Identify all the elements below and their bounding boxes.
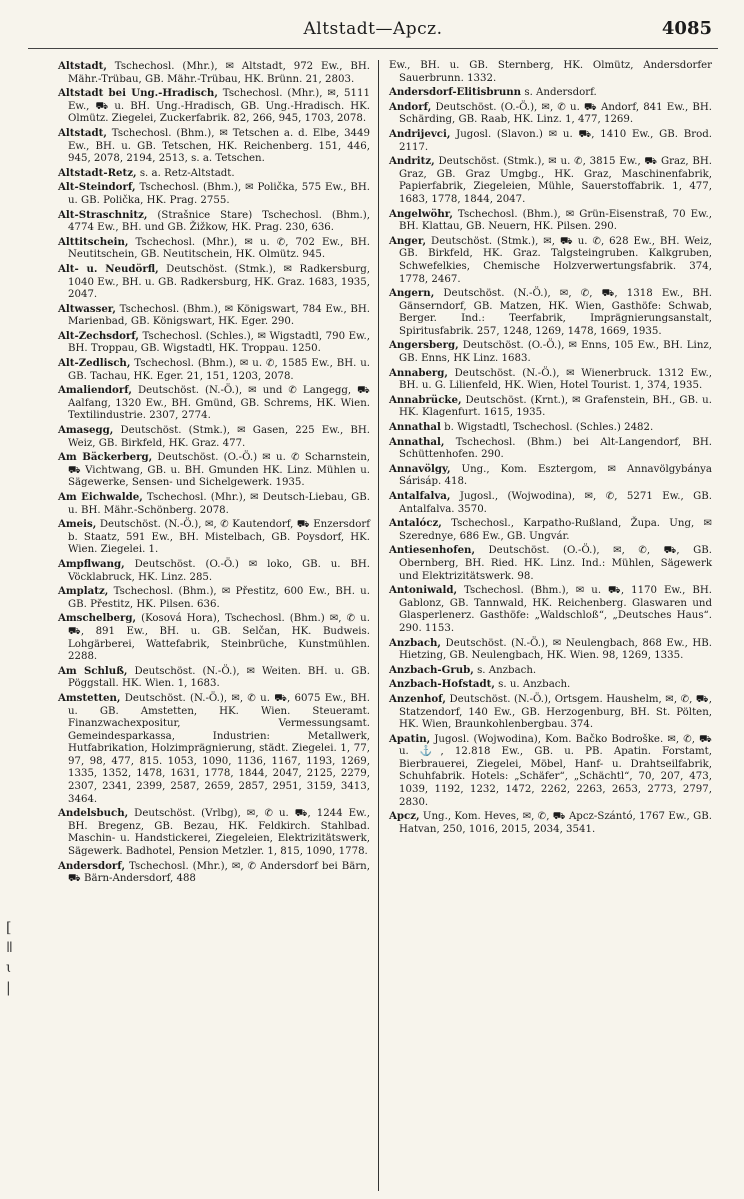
directory-entry: [58, 612, 370, 663]
directory-entry: [389, 367, 712, 393]
entry-headword: Andorf,: [389, 100, 432, 113]
directory-entry: [58, 585, 370, 611]
directory-entry: [389, 235, 712, 286]
entry-headword: Amschelberg,: [58, 612, 137, 625]
entry-headword: Alt- u. Neudörfl,: [58, 262, 159, 275]
entry-headword: Anzbach,: [389, 636, 441, 649]
entry-text: Deutschöst. (O.-Ö.), ✉, ✆, ⛟, GB. Obernberg, BH. Ried. HK. Linz. Ind.: Mühlen, Sägewerk und Elektrizitätswerk. 98.: [399, 545, 712, 582]
directory-entry: [58, 384, 370, 423]
entry-text: Deutschöst. (N.-Ö.), Ortsgem. Haushelm, ✉, ✆, ⛟, Statzendorf, 140 Ew., GB. Herzogenburg, BH. St. Pölten, HK. Wien, Braunkohlenbergbau. 374.: [399, 693, 712, 731]
entry-text: Tschechosl., Karpatho-Rußland, Župa. Ung, ✉ Szerednye, 686 Ew., GB. Ungvár.: [399, 518, 712, 542]
directory-entry: [58, 518, 370, 557]
entry-text: Deutschöst. (N.-Ö.), ✉, ✆ u. ⛟, 6075 Ew., BH. u. GB. Amstetten, HK. Wien. Steueramt. Finanzwachexpositur, Vermessungsamt. Gemeindesparkassa, Industrien: Metallwerk, Hutfabrikation, Holzimprägnierung, städt. Ziegelei. 1, 77, 97, 98, 477, 815. 1053, 1090, 1136, 1167, 1193, 1269, 1335, 1352, 1478, 1631, 1778, 1844, 2047, 2125, 2279, 2307, 2341, 2399, 2587, 2659, 2857, 2951, 3159, 3413, 3464.: [68, 692, 370, 805]
directory-entry: [389, 693, 712, 732]
entry-text: Tschechosl. (Bhm.), ✉ Königswart, 784 Ew., BH. Marienbad, GB. Königswart, HK. Eger. 290.: [68, 303, 370, 328]
entry-text: b. Wigstadtl, Tschechosl. (Schles.) 2482.: [444, 422, 654, 434]
directory-entry: [389, 421, 712, 435]
entry-text: Jugosl. (Slavon.) ✉ u. ⛟, 1410 Ew., GB. Brod. 2117.: [399, 128, 712, 153]
entry-headword: Annathal: [389, 421, 441, 434]
entry-headword: Annathal,: [389, 435, 445, 448]
directory-entry: [389, 584, 712, 635]
running-title: Altstadt—Apcz.: [303, 19, 443, 39]
entry-headword: Am Eichwalde,: [58, 491, 143, 503]
entry-text: s. a. Retz-Altstadt.: [139, 167, 235, 179]
entry-headword: Anzbach-Grub,: [389, 663, 474, 676]
directory-entry: [58, 558, 370, 584]
entry-headword: Amstetten,: [58, 691, 121, 704]
directory-entry: [58, 167, 370, 181]
entry-headword: Amplatz,: [58, 585, 109, 598]
entry-text: Tschechosl. (Bhm.), ✉ Tetschen a. d. Elbe, 3449 Ew., BH. u. GB. Tetschen, HK. Reichenberg. 151, 446, 945, 2078, 2194, 2513, s. a. Tetschen.: [68, 127, 370, 165]
entry-text: Tschechosl. (Bhm.), ✉ Grün-Eisenstraß, 70 Ew., BH. Klattau, GB. Neuern, HK. Pilsen. 290.: [399, 208, 712, 233]
directory-entry: [58, 181, 370, 207]
entry-headword: Anger,: [389, 234, 427, 247]
entry-headword: Angern,: [389, 287, 435, 300]
entry-text: Tschechosl. (Bhm.), ✉ u. ✆, 1585 Ew., BH. u. GB. Tachau, HK. Eger. 21, 151, 1203, 2078.: [68, 358, 371, 382]
directory-entry: [58, 807, 370, 858]
directory-entry: [58, 127, 370, 166]
directory-columns: [40, 60, 718, 1191]
margin-bracket-icon: ɩ: [6, 960, 12, 976]
entry-headword: Andrijevci,: [389, 127, 451, 140]
entry-text: Ew., BH. u. GB. Sternberg, HK. Olmütz, Andersdorfer Sauerbrunn. 1332.: [389, 60, 712, 84]
entry-headword: Anzbach-Hofstadt,: [389, 678, 495, 691]
entry-text: s. Anzbach.: [477, 664, 537, 676]
directory-entry: [389, 101, 712, 127]
entry-text: Deutschöst. (N.-Ö.), ✉, ✆ Kautendorf, ⛟ Enzersdorf b. Staatz, 591 Ew., BH. Mistelbach, GB. Poysdorf, HK. Wien. Ziegelei. 1.: [68, 519, 370, 556]
entry-text: Deutschöst. (N.-Ö.), ✉ Wienerbruck. 1312 Ew., BH. u. G. Lilienfeld, HK. Wien, Hotel Tourist. 1, 374, 1935.: [399, 367, 712, 392]
entry-text: Tschechosl. (Mhr.), ✉, 5111 Ew., ⛟ u. BH. Ung.-Hradisch, GB. Ung.-Hradisch. HK. Olmütz. Ziegelei, Zuckerfabrik. 82, 266, 945, 1703, 2078.: [68, 88, 370, 125]
entry-headword: Ameis,: [58, 518, 97, 531]
entry-headword: Andelsbuch,: [58, 807, 129, 820]
entry-text: Tschechosl. (Mhr.), ✉, ✆ Andersdorf bei Bärn, ⛟ Bärn-Andersdorf, 488: [68, 860, 370, 885]
entry-text: Ung., Kom. Esztergom, ✉ Annavölgybánya Sárisáp. 418.: [399, 463, 712, 488]
entry-text: Tschechosl. (Schles.), ✉ Wigstadtl, 790 Ew., BH. Troppau, GB. Wigstadtl, HK. Troppau. 1250.: [68, 330, 370, 355]
margin-bracket-icon: |: [6, 980, 11, 996]
directory-entry: [389, 810, 712, 836]
entry-headword: Alt-Zechsdorf,: [58, 329, 139, 342]
entry-text: Ung., Kom. Heves, ✉, ✆, ⛟ Apcz-Szántó, 1767 Ew., GB. Hatvan, 250, 1016, 2015, 2034, 3541.: [399, 811, 712, 835]
right-column: [379, 60, 718, 1191]
entry-headword: Am Schluß,: [58, 664, 128, 677]
entry-headword: Angelwöhr,: [389, 207, 453, 220]
entry-headword: Annavölgy,: [389, 462, 451, 475]
margin-bracket-icon: [: [6, 920, 12, 936]
directory-entry: [389, 128, 712, 154]
directory-entry: [58, 357, 370, 383]
page-header: [28, 14, 718, 49]
entry-text: Tschechosl. (Mhr.), ✉ Altstadt, 972 Ew., BH. Mähr.-Trübau, GB. Mähr.-Trübau, HK. Brünn. 21, 2803.: [68, 61, 370, 85]
entry-headword: Amasegg,: [58, 424, 114, 437]
entry-text: s. u. Anzbach.: [498, 679, 571, 691]
entry-headword: Antoniwald,: [389, 584, 457, 597]
entry-text: (Strašnice Stare) Tschechosl. (Bhm.), 4774 Ew., BH. und GB. Žižkow, HK. Prag. 230, 636.: [68, 209, 370, 234]
entry-text: Deutschöst. (Stmk.), ✉ Gasen, 225 Ew., BH. Weiz, GB. Birkfeld, HK. Graz. 477.: [68, 425, 370, 449]
entry-headword: Andersdorf-Elitisbrunn: [389, 86, 522, 99]
directory-entry: [389, 517, 712, 543]
entry-headword: Andritz,: [389, 155, 435, 168]
directory-entry: [58, 424, 370, 450]
directory-entry: [58, 209, 370, 235]
margin-bracket-icon: ǁ: [6, 940, 13, 956]
entry-headword: Apcz,: [389, 810, 420, 823]
entry-headword: Annaberg,: [389, 366, 448, 379]
directory-entry: [389, 664, 712, 678]
entry-text: Tschechosl. (Bhm.) bei Alt-Langendorf, BH. Schüttenhofen. 290.: [399, 436, 712, 461]
entry-text: Deutschöst. (N.-Ö.), ✉ Neulengbach, 868 Ew., HB. Hietzing, GB. Neulengbach, HK. Wien. 98, 1269, 1335.: [399, 637, 712, 662]
entry-headword: Ampflwang,: [58, 557, 125, 570]
entry-text: Deutschöst. (O.-Ö.), ✉ Enns, 105 Ew., BH. Linz, GB. Enns, HK Linz. 1683.: [399, 340, 712, 365]
directory-entry: [58, 87, 370, 126]
directory-entry: [389, 463, 712, 489]
entry-headword: Altstadt,: [58, 60, 107, 72]
entry-headword: Altstadt,: [58, 126, 107, 139]
directory-entry: [389, 394, 712, 420]
directory-entry: [389, 678, 712, 692]
entry-headword: Annabrücke,: [389, 393, 462, 406]
directory-entry: [389, 490, 712, 516]
directory-entry: [58, 303, 370, 329]
entry-text: Deutschöst. (N.-Ö.), ✉ Weiten. BH. u. GB. Pöggstall. HK. Wien. 1, 1683.: [68, 665, 371, 690]
entry-headword: Altstadt-Retz,: [58, 166, 137, 179]
entry-headword: Alttitschein,: [58, 235, 129, 248]
entry-headword: Alt-Zedlisch,: [58, 357, 131, 370]
entry-text: Tschechosl. (Mhr.), ✉ u. ✆, 702 Ew., BH. Neutitschein, GB. Neutitschein, HK. Olmütz. 945.: [68, 236, 370, 261]
directory-entry: [58, 330, 370, 356]
entry-headword: Anzenhof,: [389, 692, 446, 705]
directory-entry: [58, 692, 370, 806]
directory-entry: [58, 860, 370, 886]
entry-text: Deutschöst. (O.-Ö.), ✉, ✆ u. ⛟ Andorf, 841 Ew., BH. Schärding, GB. Raab, HK. Linz. 1, 477, 1269.: [399, 101, 712, 126]
entry-text: Deutschöst. (Stmk.), ✉ Radkersburg, 1040 Ew., BH. u. GB. Radkersburg, HK. Graz. 1683, 1935, 2047.: [68, 263, 370, 301]
entry-text: Tschechosl. (Bhm.), ✉ u. ⛟, 1170 Ew., BH. Gablonz, GB. Tannwald, HK. Reichenberg. Glaswaren und Glasperlenerz. Gasthöfe: „Waldschloß“, „Deutsches Haus“. 290. 1153.: [399, 585, 712, 634]
entry-text: Jugosl., (Wojwodina), ✉, ✆, 5271 Ew., GB. Antalfalva. 3570.: [399, 491, 712, 515]
directory-entry: [58, 451, 370, 490]
entry-headword: Andersdorf,: [58, 859, 126, 872]
entry-text: Deutschöst. (Krnt.), ✉ Grafenstein, BH., GB. u. HK. Klagenfurt. 1615, 1935.: [399, 394, 712, 419]
entry-headword: Antalfalva,: [389, 490, 451, 502]
left-column: [40, 60, 379, 1191]
directory-entry: [389, 287, 712, 338]
entry-headword: Alt-Steindorf,: [58, 181, 136, 194]
entry-text: Deutschöst. (N.-Ö.), ✉ und ✆ Langegg, ⛟ Aalfang, 1320 Ew., BH. Gmünd, GB. Schrems, HK. Wien. Textilindustrie. 2307, 2774.: [68, 385, 370, 422]
entry-headword: Alt-Straschnitz,: [58, 208, 148, 221]
entry-text: Deutschöst. (N.-Ö.), ✉, ✆, ⛟, 1318 Ew., BH. Gänserndorf, GB. Matzen, HK. Wien, Gasthöfe: Schwab, Berger. Ind.: Teerfabrik, Imprägnierungsanstalt, Spiritusfabrik. 257, 1248, 1269, 1478, 1669, 1935.: [399, 288, 712, 337]
entry-text: Deutschöst. (Vrlbg), ✉, ✆ u. ⛟, 1244 Ew., BH. Bregenz, GB. Bezau, HK. Feldkirch. Stahlbad. Maschin- u. Handstickerei, Ziegeleien, Elektrizitätswerk, Sägewerk. Badhotel, Pension Metzler. 1, 815, 1090, 1778.: [68, 808, 371, 858]
directory-entry: [58, 491, 370, 517]
entry-text: Jugosl. (Wojwodina), Kom. Bačko Bodroške. ✉, ✆, ⛟ u. ⚓, 12.818 Ew., GB. u. PB. Apatin. Forstamt, Bierbrauerei, Ziegelei, Möbel, Hanf- u. Drahtseilfabrik, Schuhfabrik. Hotels: „Schäfer“, „Schächtl“, 70, 207, 473, 1039, 1192, 1232, 1472, 2262, 2263, 2653, 2773, 2797, 2830.: [399, 733, 712, 808]
entry-headword: Altwasser,: [58, 302, 116, 315]
entry-headword: Antalócz,: [389, 517, 442, 530]
entry-headword: Am Bäckerberg,: [58, 451, 153, 464]
entry-headword: Altstadt bei Ung.-Hradisch,: [58, 87, 218, 100]
entry-text: Deutschöst. (Stmk.), ✉ u. ✆, 3815 Ew., ⛟ Graz, BH. Graz, GB. Graz Umgbg., HK. Graz, Maschinenfabrik, Papierfabrik, Ziegeleien, Mühle, Sauerstoffabrik. 1, 477, 1683, 1778, 1844, 2047.: [399, 156, 712, 205]
page-number: 4085: [661, 18, 712, 39]
directory-entry: [389, 208, 712, 234]
entry-headword: Amaliendorf,: [58, 384, 132, 397]
entry-headword: Antiesenhofen,: [389, 544, 476, 557]
directory-entry: [389, 733, 712, 810]
entry-text: Deutschöst. (O.-Ö.) ✉ u. ✆ Scharnstein, ⛟ Vichtwang, GB. u. BH. Gmunden HK. Linz. Mühlen u. Sägewerke, Sensen- und Sichelgewerk. 1935.: [68, 452, 370, 489]
directory-entry: [389, 637, 712, 663]
entry-text: s. Andersdorf.: [524, 87, 597, 99]
entry-text: (Kosová Hora), Tschechosl. (Bhm.) ✉, ✆ u. ⛟, 891 Ew., BH. u. GB. Selčan, HK. Budweis. Lohgärberei, Wattefabrik, Steinbrüche, Kunstmühlen. 2288.: [68, 613, 370, 663]
directory-entry: [58, 263, 370, 302]
entry-headword: Angersberg,: [389, 339, 459, 352]
directory-entry: [58, 236, 370, 262]
directory-entry: [389, 155, 712, 206]
entry-text: Tschechosl. (Bhm.), ✉ Přestitz, 600 Ew., BH. u. GB. Přestitz, HK. Pilsen. 636.: [68, 586, 370, 610]
directory-entry: [58, 665, 370, 691]
directory-entry: [389, 60, 712, 85]
directory-entry: [389, 436, 712, 462]
directory-entry: [58, 60, 370, 86]
entry-text: Tschechosl. (Bhm.), ✉ Polička, 575 Ew., BH. u. GB. Polička, HK. Prag. 2755.: [68, 182, 370, 206]
margin-marks: [6, 920, 26, 1080]
entry-text: Deutschöst. (O.-Ö.) ✉ loko, GB. u. BH. Vöcklabruck, HK. Linz. 285.: [68, 558, 370, 583]
entry-text: Deutschöst. (Stmk.), ✉, ⛟ u. ✆, 628 Ew., BH. Weiz, GB. Birkfeld, HK. Graz. Talgsteingruben. Kalkgruben, Schwefelkies, Chemische Holzverwertungsfabrik. 374, 1778, 2467.: [399, 235, 712, 285]
directory-entry: [389, 86, 712, 100]
directory-entry: [389, 544, 712, 583]
directory-entry: [389, 339, 712, 365]
entry-text: Tschechosl. (Mhr.), ✉ Deutsch-Liebau, GB. u. BH. Mähr.-Schönberg. 2078.: [68, 492, 370, 516]
entry-headword: Apatin,: [389, 732, 431, 745]
